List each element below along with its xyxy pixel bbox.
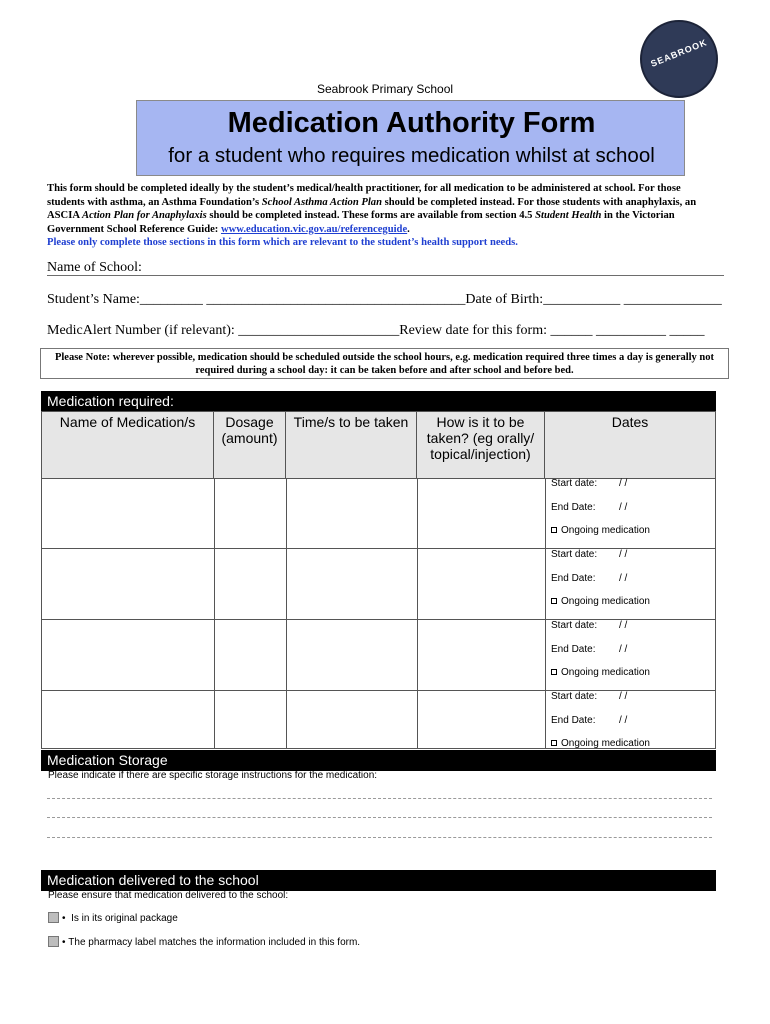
ongoing-label: Ongoing medication xyxy=(561,525,650,536)
start-date-label: Start date: xyxy=(551,478,598,489)
medicalert-field[interactable]: MedicAlert Number (if relevant): _______________________Review date for this form: ______ __________ _____ xyxy=(47,323,705,338)
scheduling-note: Please Note: wherever possible, medication should be scheduled outside the school hours, e.g. medication required three times a day is generally not required during a school day: it can be taken before and after school and before bed. xyxy=(40,348,729,379)
ongoing-label: Ongoing medication xyxy=(561,667,650,678)
storage-input-line[interactable] xyxy=(47,837,712,838)
start-date-label: Start date: xyxy=(551,620,598,631)
medication-table xyxy=(41,411,716,749)
row-divider xyxy=(42,690,715,691)
checkbox-square[interactable] xyxy=(551,598,557,604)
school-name-field[interactable]: Name of School: xyxy=(47,260,142,275)
title-box xyxy=(136,100,685,176)
end-date-slashes[interactable]: / / xyxy=(619,715,628,726)
original-package-label: Is in its original package xyxy=(71,913,178,924)
ongoing-medication-checkbox[interactable] xyxy=(551,738,650,749)
start-date-slashes[interactable]: / / xyxy=(619,549,628,560)
start-date-slashes[interactable]: / / xyxy=(619,620,628,631)
col-divider xyxy=(286,478,287,748)
table-head-rule xyxy=(42,478,715,479)
intro-text-1: This form should be completed ideally by the student’s medical/health practitioner, for all medication to be administered at school. For those students with asthma, an Asthma Foundation’s xyxy=(47,183,681,208)
medication-storage-header: Medication Storage xyxy=(41,750,716,771)
intro-text-5: . xyxy=(407,223,410,235)
school-name: Seabrook Primary School xyxy=(316,82,454,96)
pharmacy-label-item[interactable]: • The pharmacy label matches the information included in this form. xyxy=(48,936,360,948)
intro-italic-2: Action Plan for Anaphylaxis xyxy=(82,210,207,221)
checkbox-square[interactable] xyxy=(551,669,557,675)
col-dates: Dates xyxy=(545,412,715,478)
ongoing-medication-checkbox[interactable] xyxy=(551,525,650,536)
row-divider xyxy=(42,619,715,620)
checkbox-square[interactable] xyxy=(551,527,557,533)
end-date-label: End Date: xyxy=(551,644,596,655)
start-date-slashes[interactable]: / / xyxy=(619,691,628,702)
end-date-label: End Date: xyxy=(551,502,596,513)
seal-text: SEABROOK xyxy=(649,37,709,69)
intro-italic-3: Student Health xyxy=(535,210,602,221)
intro-blue-note: Please only complete those sections in this form which are relevant to the student’s health support needs. xyxy=(47,237,518,248)
storage-input-line[interactable] xyxy=(47,798,712,799)
intro-text-4: in the Victorian Government School Reference Guide: xyxy=(47,210,675,235)
storage-instruction: Please indicate if there are specific storage instructions for the medication: xyxy=(48,770,378,781)
checkbox-square[interactable] xyxy=(551,740,557,746)
checkbox-square[interactable] xyxy=(48,936,59,947)
col-how-taken: How is it to be taken? (eg orally/ topical/injection) xyxy=(417,412,545,478)
start-date-label: Start date: xyxy=(551,691,598,702)
storage-input-line[interactable] xyxy=(47,817,712,818)
start-date-label: Start date: xyxy=(551,549,598,560)
end-date-slashes[interactable]: / / xyxy=(619,502,628,513)
pharmacy-label-text: The pharmacy label matches the information included in this form. xyxy=(68,937,361,948)
end-date-label: End Date: xyxy=(551,715,596,726)
original-package-item[interactable]: • Is in its original package xyxy=(48,912,178,924)
intro-text-2: should be completed instead. For those students with anaphylaxis, an ASCIA xyxy=(47,196,697,221)
reference-guide-link[interactable]: www.education.vic.gov.au/referenceguide xyxy=(220,223,408,235)
col-divider xyxy=(214,478,215,748)
start-date-slashes[interactable]: / / xyxy=(619,478,628,489)
student-name-field[interactable]: Student’s Name:_________ _____________________________________Date of Birth:___________ ______________ xyxy=(47,292,722,307)
end-date-label: End Date: xyxy=(551,573,596,584)
row-divider xyxy=(42,548,715,549)
col-name-of-medication: Name of Medication/s xyxy=(42,412,214,478)
intro-text-3: should be completed instead. These forms are available from section 4.5 xyxy=(206,210,536,221)
intro-italic-1: School Asthma Action Plan xyxy=(261,196,382,208)
ongoing-label: Ongoing medication xyxy=(561,596,650,607)
ongoing-medication-checkbox[interactable] xyxy=(551,596,650,607)
col-times: Time/s to be taken xyxy=(286,412,417,478)
end-date-slashes[interactable]: / / xyxy=(619,573,628,584)
col-divider xyxy=(417,478,418,748)
school-name-rule xyxy=(47,275,724,276)
delivered-instruction: Please ensure that medication delivered to the school: xyxy=(48,890,289,901)
intro-paragraph xyxy=(47,182,719,250)
ongoing-medication-checkbox[interactable] xyxy=(551,667,650,678)
form-subtitle: for a student who requires medication whilst at school xyxy=(168,144,655,167)
form-title: Medication Authority Form xyxy=(227,107,596,139)
col-divider xyxy=(545,478,546,748)
checkbox-square[interactable] xyxy=(48,912,59,923)
end-date-slashes[interactable]: / / xyxy=(619,644,628,655)
col-dosage: Dosage (amount) xyxy=(214,412,286,478)
medication-required-header: Medication required: xyxy=(41,391,716,412)
ongoing-label: Ongoing medication xyxy=(561,738,650,749)
medication-delivered-header: Medication delivered to the school xyxy=(41,870,716,891)
